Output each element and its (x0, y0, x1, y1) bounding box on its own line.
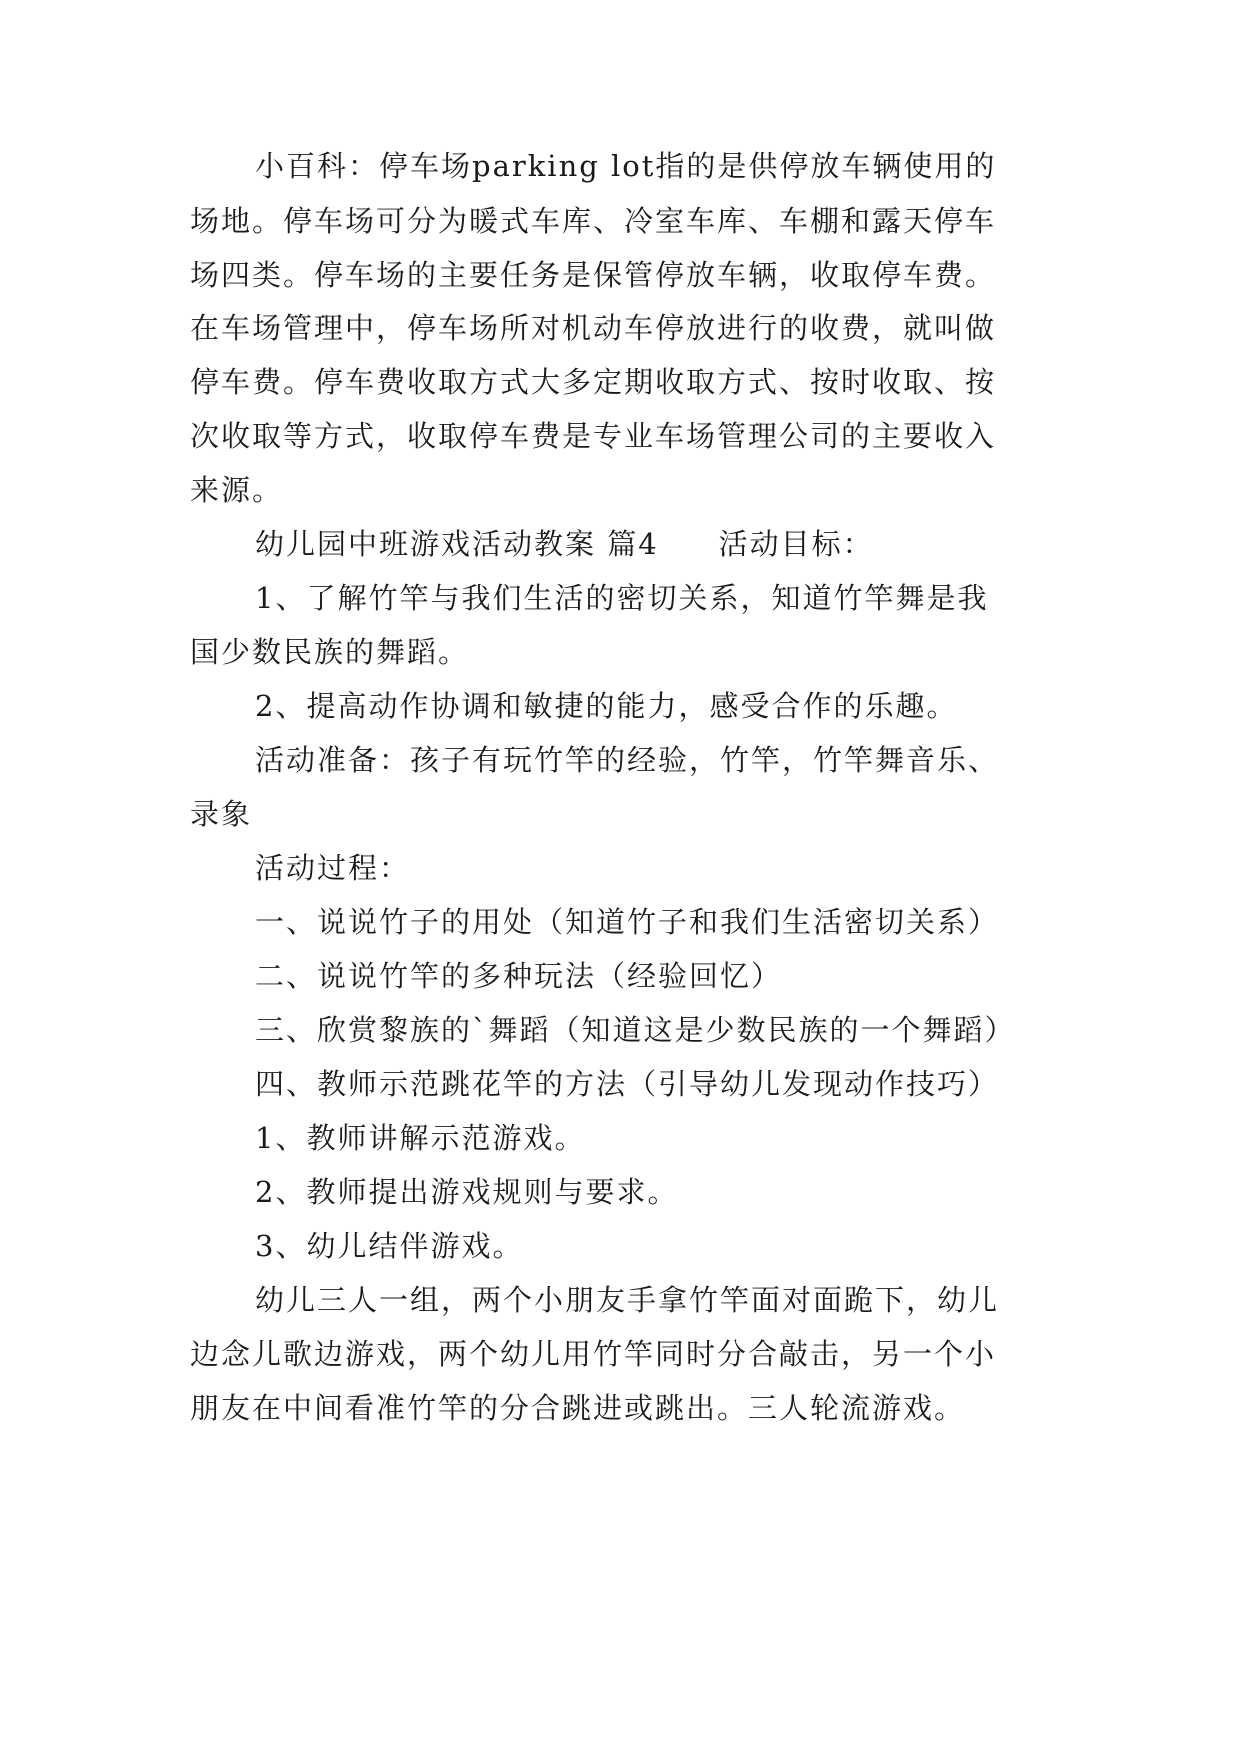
process-step: 2、教师提出游戏规则与要求。 (255, 1175, 679, 1209)
paragraph-line: 停车费。停车费收取方式大多定期收取方式、按时收取、按 (190, 365, 997, 399)
process-step: 四、教师示范跳花竿的方法（引导幼儿发现动作技巧） (255, 1067, 1000, 1101)
paragraph-line: 场地。停车场可分为暖式车库、冷室车库、车棚和露天停车 (190, 204, 997, 238)
paragraph-line: 次收取等方式，收取停车费是专业车场管理公司的主要收入 (190, 419, 997, 453)
paragraph-line: 幼儿三人一组，两个小朋友手拿竹竿面对面跪下，幼儿 (255, 1283, 1000, 1317)
paragraph-line: 场四类。停车场的主要任务是保管停放车辆，收取停车费。 (190, 258, 997, 292)
preparation-line: 活动准备：孩子有玩竹竿的经验，竹竿，竹竿舞音乐、 (255, 743, 1000, 777)
section-title: 幼儿园中班游戏活动教案 篇4 (255, 527, 659, 561)
paragraph-line: 小百科：停车场parking lot指的是供停放车辆使用的 (255, 149, 997, 183)
goal-line: 2、提高动作协调和敏捷的能力，感受合作的乐趣。 (255, 689, 958, 723)
process-step: 一、说说竹子的用处（知道竹子和我们生活密切关系） (255, 905, 1000, 939)
process-step: 1、教师讲解示范游戏。 (255, 1121, 586, 1155)
process-step: 二、说说竹竿的多种玩法（经验回忆） (255, 959, 783, 993)
paragraph-line: 来源。 (190, 473, 284, 507)
section-heading (255, 524, 1155, 564)
goal-line: 国少数民族的舞蹈。 (190, 635, 470, 669)
paragraph-line: 朋友在中间看准竹竿的分合跳进或跳出。三人轮流游戏。 (190, 1391, 966, 1425)
preparation-line: 录象 (190, 797, 253, 831)
process-step: 三、欣赏黎族的`舞蹈（知道这是少数民族的一个舞蹈） (255, 1013, 1016, 1047)
process-step: 3、幼儿结伴游戏。 (255, 1229, 524, 1263)
section-subtitle: 活动目标： (718, 527, 874, 561)
goal-line: 1、了解竹竿与我们生活的密切关系，知道竹竿舞是我 (255, 581, 989, 615)
paragraph-line: 边念儿歌边游戏，两个幼儿用竹竿同时分合敲击，另一个小 (190, 1337, 997, 1371)
process-title: 活动过程： (255, 851, 411, 885)
paragraph-line: 在车场管理中，停车场所对机动车停放进行的收费，就叫做 (190, 311, 997, 345)
